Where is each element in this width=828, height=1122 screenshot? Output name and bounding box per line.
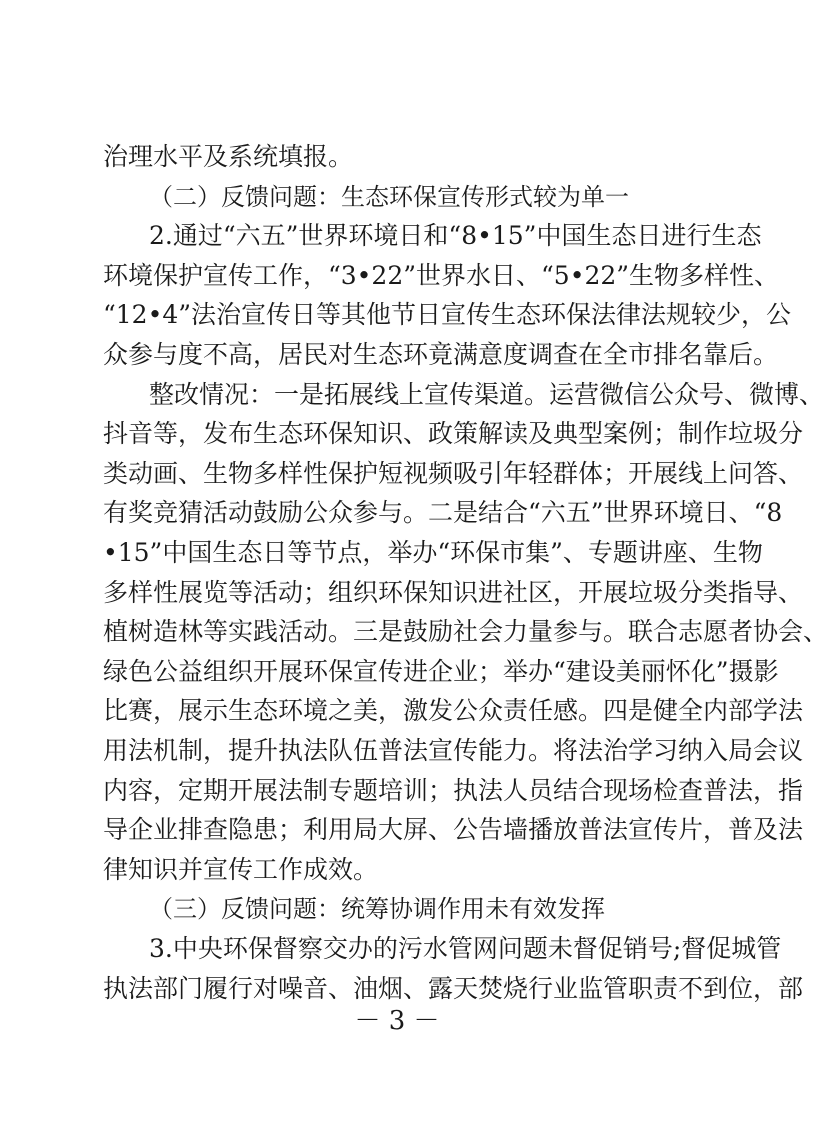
text-line: 治理水平及系统填报。 — [103, 142, 354, 171]
text-line: 植树造林等实践活动。三是鼓励社会力量参与。联合志愿者协会、 — [103, 617, 828, 646]
text-line: 绿色公益组织开展环保宣传进企业；举办“建设美丽怀化”摄影 — [103, 657, 779, 686]
text-line: 执法部门履行对噪音、油烟、露天焚烧行业监管职责不到位，部 — [103, 974, 804, 1003]
text-line: •15”中国生态日等节点，举办“环保市集”、专题讲座、生物 — [103, 538, 763, 567]
section-heading: （三）反馈问题：统筹协调作用未有效发挥 — [149, 895, 605, 923]
section-heading: （二）反馈问题：生态环保宣传形式较为单一 — [149, 183, 629, 211]
text-line: 环境保护宣传工作，“3•22”世界水日、“5•22”生物多样性、 — [103, 261, 780, 290]
text-line: 有奖竞猜活动鼓励公众参与。二是结合“六五”世界环境日、“8 — [103, 498, 783, 527]
text-line: 内容，定期开展法制专题培训；执法人员结合现场检查普法，指 — [103, 776, 804, 805]
text-line: 律知识并宣传工作成效。 — [103, 855, 379, 884]
text-line: 整改情况：一是拓展线上宣传渠道。运营微信公众号、微博、 — [149, 380, 825, 409]
text-line: 众参与度不高，居民对生态环竟满意度调查在全市排名靠后。 — [103, 340, 779, 369]
text-line: 用法机制，提升执法队伍普法宣传能力。将法治学习纳入局会议 — [103, 736, 804, 765]
text-line: 多样性展览等活动；组织环保知识进社区，开展垃圾分类指导、 — [103, 578, 804, 607]
text-line: 抖音等，发布生态环保知识、政策解读及典型案例；制作垃圾分 — [103, 419, 804, 448]
text-line: 导企业排查隐患；利用局大屏、公告墙播放普法宣传片，普及法 — [103, 815, 804, 844]
text-line: 类动画、生物多样性保护短视频吸引年轻群体；开展线上问答、 — [103, 459, 804, 488]
text-line: “12•4”法治宣传日等其他节日宣传生态环保法律法规较少，公 — [103, 300, 792, 329]
text-line: 3.中央环保督察交办的污水管网问题未督促销号;督促城管 — [149, 934, 782, 963]
text-line: 2.通过“六五”世界环境日和“8•15”中国生态日进行生态 — [149, 221, 762, 250]
text-line: 比赛，展示生态环境之美，激发公众责任感。四是健全内部学法 — [103, 696, 804, 725]
page-number: － 3 － — [354, 1006, 440, 1036]
